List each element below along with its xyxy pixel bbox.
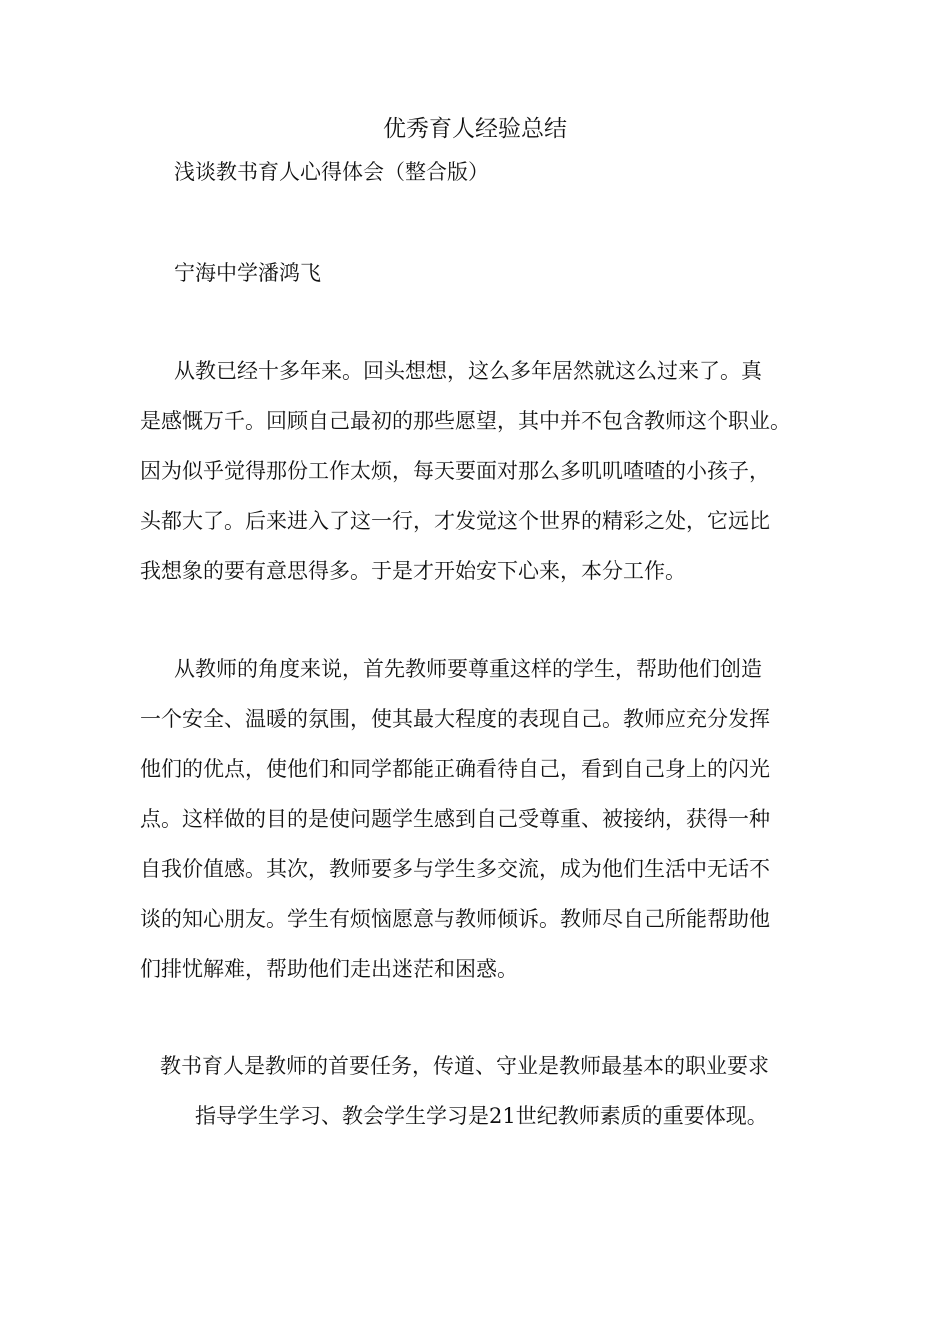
closing-line: 指导学生学习、教会学生学习是21世纪教师素质的重要体现。 [195, 1104, 768, 1128]
paragraph-line: 自我价值感。其次，教师要多与学生多交流，成为他们生活中无话不 [140, 857, 770, 881]
paragraph-line: 因为似乎觉得那份工作太烦，每天要面对那么多叽叽喳喳的小孩子， [140, 459, 770, 483]
paragraph-line: 点。这样做的目的是使问题学生感到自己受尊重、被接纳，获得一种 [140, 807, 770, 831]
paragraph-line: 从教已经十多年来。回头想想，这么多年居然就这么过来了。真 [174, 359, 762, 383]
paragraph-line: 们排忧解难，帮助他们走出迷茫和困惑。 [140, 957, 518, 981]
paragraph-line: 从教师的角度来说，首先教师要尊重这样的学生，帮助他们创造 [174, 657, 762, 681]
paragraph-line: 是感慨万千。回顾自己最初的那些愿望，其中并不包含教师这个职业。 [140, 409, 791, 433]
document-subtitle: 浅谈教书育人心得体会（整合版） [174, 160, 489, 184]
paragraph-line: 头都大了。后来进入了这一行，才发觉这个世界的精彩之处，它远比 [140, 509, 770, 533]
closing-line: 教书育人是教师的首要任务，传道、守业是教师最基本的职业要求 [160, 1054, 769, 1078]
paragraph-line: 谈的知心朋友。学生有烦恼愿意与教师倾诉。教师尽自己所能帮助他 [140, 907, 770, 931]
document-title: 优秀育人经验总结 [383, 116, 567, 142]
paragraph-line: 他们的优点，使他们和同学都能正确看待自己，看到自己身上的闪光 [140, 757, 770, 781]
paragraph-line: 一个安全、温暖的氛围，使其最大程度的表现自己。教师应充分发挥 [140, 707, 770, 731]
author-line: 宁海中学潘鸿飞 [174, 261, 321, 285]
paragraph-line: 我想象的要有意思得多。于是才开始安下心来，本分工作。 [140, 559, 686, 583]
